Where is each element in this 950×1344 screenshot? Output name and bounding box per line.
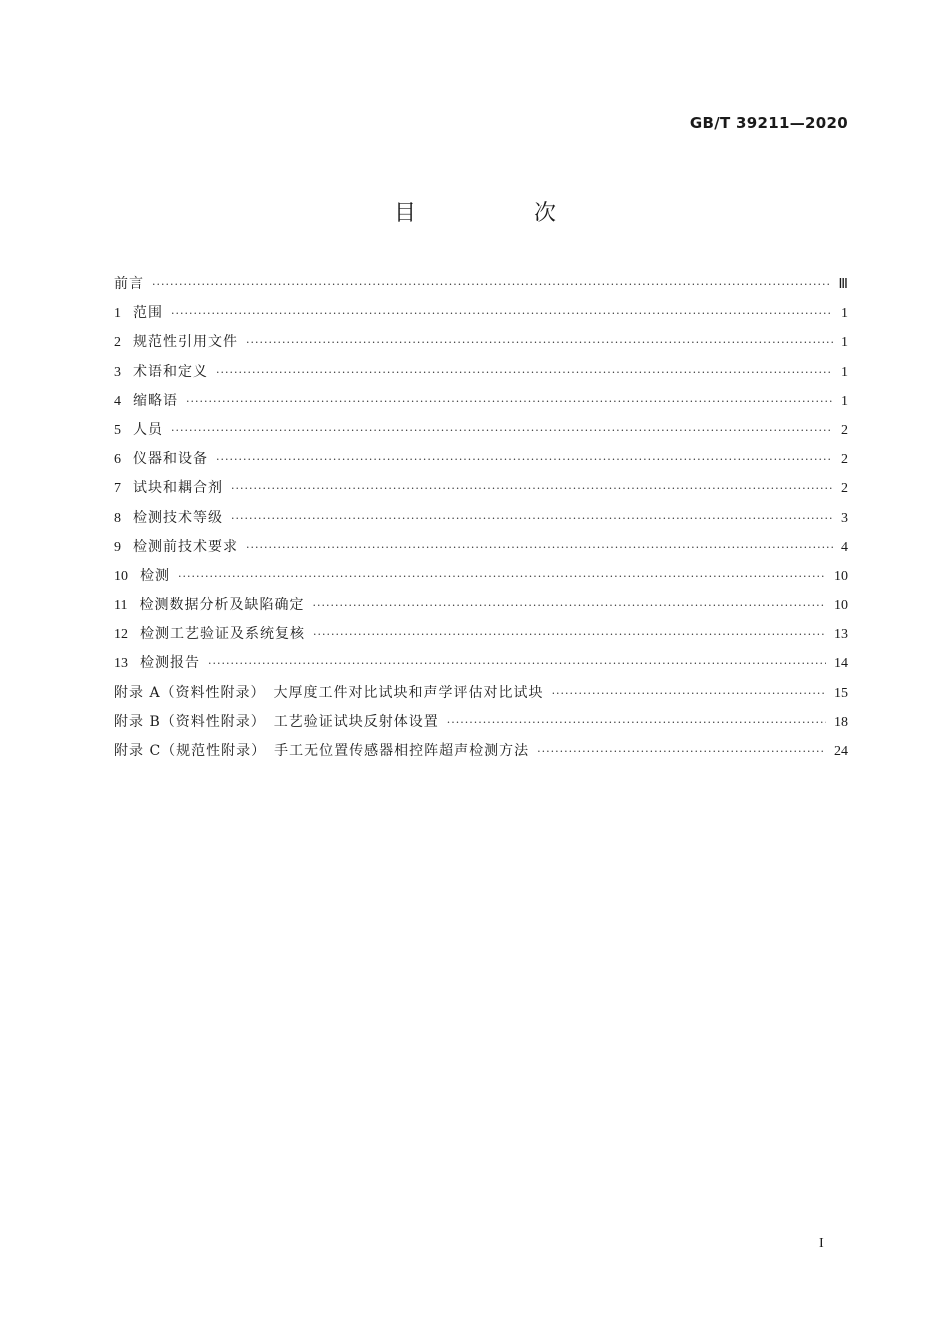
toc-leader-dots xyxy=(552,679,826,708)
toc-entry-label: 检测工艺验证及系统复核 xyxy=(140,626,305,643)
toc-entry-2[interactable] xyxy=(114,328,848,357)
toc-entry-page: 3 xyxy=(841,510,848,526)
toc-entry-number: 10 xyxy=(114,568,128,584)
toc-leader-dots xyxy=(313,620,826,649)
toc-entry-9[interactable] xyxy=(114,533,848,562)
toc-entry-number: 4 xyxy=(114,393,121,409)
standard-code: GB/T 39211—2020 xyxy=(689,114,848,132)
toc-entry-page: 10 xyxy=(834,568,848,584)
toc-entry-8[interactable] xyxy=(114,504,848,533)
toc-entry-label: 检测前技术要求 xyxy=(133,538,238,555)
toc-entry-label: 检测数据分析及缺陷确定 xyxy=(139,597,305,614)
toc-entry-10[interactable] xyxy=(114,562,848,591)
toc-leader-dots xyxy=(216,445,833,474)
toc-entry-page: 24 xyxy=(834,744,848,759)
toc-entry-appendix-c[interactable] xyxy=(114,737,848,766)
toc-entry-page: 18 xyxy=(834,714,848,730)
toc-entry-13[interactable] xyxy=(114,649,848,678)
toc-title: 目 次 xyxy=(393,201,604,226)
toc-entry-4[interactable] xyxy=(114,387,848,416)
toc-entry-number: 1 xyxy=(114,306,121,322)
toc-entry-7[interactable] xyxy=(114,474,848,503)
toc-entry-number: 5 xyxy=(114,422,121,438)
toc-leader-dots xyxy=(537,737,826,766)
toc-leader-dots xyxy=(216,358,833,387)
toc-entry-label: 前言 xyxy=(114,276,144,292)
toc-entry-page: 13 xyxy=(834,627,848,643)
toc-entry-page: Ⅲ xyxy=(838,277,848,292)
toc-leader-dots xyxy=(208,649,826,678)
toc-entry-label: 附录 B（资料性附录） 工艺验证试块反射体设置 xyxy=(114,713,439,730)
toc-entry-5[interactable] xyxy=(114,416,848,445)
toc-leader-dots xyxy=(231,504,833,533)
toc-entry-label: 检测报告 xyxy=(140,655,200,672)
toc-entry-label: 试块和耦合剂 xyxy=(133,480,223,497)
toc-entry-label: 范围 xyxy=(133,305,163,322)
toc-entry-appendix-a[interactable] xyxy=(114,679,848,708)
toc-entry-label: 附录 A（资料性附录） 大厚度工件对比试块和声学评估对比试块 xyxy=(114,684,544,701)
toc-leader-dots xyxy=(178,562,826,591)
toc-entry-label: 检测技术等级 xyxy=(133,509,223,526)
toc-leader-dots xyxy=(171,299,833,328)
toc-entry-11[interactable] xyxy=(114,591,848,620)
toc-entry-page: 1 xyxy=(841,364,848,380)
toc-entry-label: 术语和定义 xyxy=(133,363,208,380)
toc-entry-12[interactable] xyxy=(114,620,848,649)
toc-entry-page: 1 xyxy=(841,335,848,351)
toc-entry-number: 7 xyxy=(114,481,121,497)
table-of-contents xyxy=(114,270,848,766)
toc-entry-1[interactable] xyxy=(114,299,848,328)
toc-entry-page: 15 xyxy=(834,685,848,701)
toc-entry-number: 8 xyxy=(114,510,121,526)
toc-entry-number: 11 xyxy=(114,598,128,614)
toc-entry-number: 9 xyxy=(114,539,121,555)
toc-entry-foreword[interactable] xyxy=(114,270,848,299)
toc-leader-dots xyxy=(312,591,826,620)
toc-entry-label: 检测 xyxy=(140,567,170,584)
toc-leader-dots xyxy=(246,533,833,562)
toc-leader-dots xyxy=(186,387,833,416)
toc-entry-label: 缩略语 xyxy=(133,392,178,409)
page-number: I xyxy=(819,1236,824,1251)
toc-entry-page: 2 xyxy=(841,452,848,468)
toc-entry-6[interactable] xyxy=(114,445,848,474)
toc-entry-label: 仪器和设备 xyxy=(133,451,208,468)
toc-entry-appendix-b[interactable] xyxy=(114,708,848,737)
toc-leader-dots xyxy=(171,416,833,445)
toc-entry-page: 14 xyxy=(834,656,848,672)
toc-entry-number: 2 xyxy=(114,335,121,351)
toc-entry-3[interactable] xyxy=(114,358,848,387)
toc-entry-page: 4 xyxy=(841,539,848,555)
toc-entry-number: 12 xyxy=(114,627,128,643)
toc-entry-page: 1 xyxy=(841,306,848,322)
toc-entry-label: 规范性引用文件 xyxy=(133,334,238,351)
toc-leader-dots xyxy=(246,328,833,357)
toc-entry-label: 人员 xyxy=(133,421,163,438)
toc-entry-number: 13 xyxy=(114,656,128,672)
toc-leader-dots xyxy=(447,708,826,737)
toc-leader-dots xyxy=(152,270,830,299)
toc-entry-page: 2 xyxy=(841,481,848,497)
toc-entry-page: 1 xyxy=(841,393,848,409)
toc-entry-number: 3 xyxy=(114,364,121,380)
toc-entry-page: 2 xyxy=(841,422,848,438)
toc-entry-label: 附录 C（规范性附录） 手工无位置传感器相控阵超声检测方法 xyxy=(114,743,530,759)
toc-entry-page: 10 xyxy=(834,598,848,614)
toc-entry-number: 6 xyxy=(114,452,121,468)
toc-leader-dots xyxy=(231,474,833,503)
